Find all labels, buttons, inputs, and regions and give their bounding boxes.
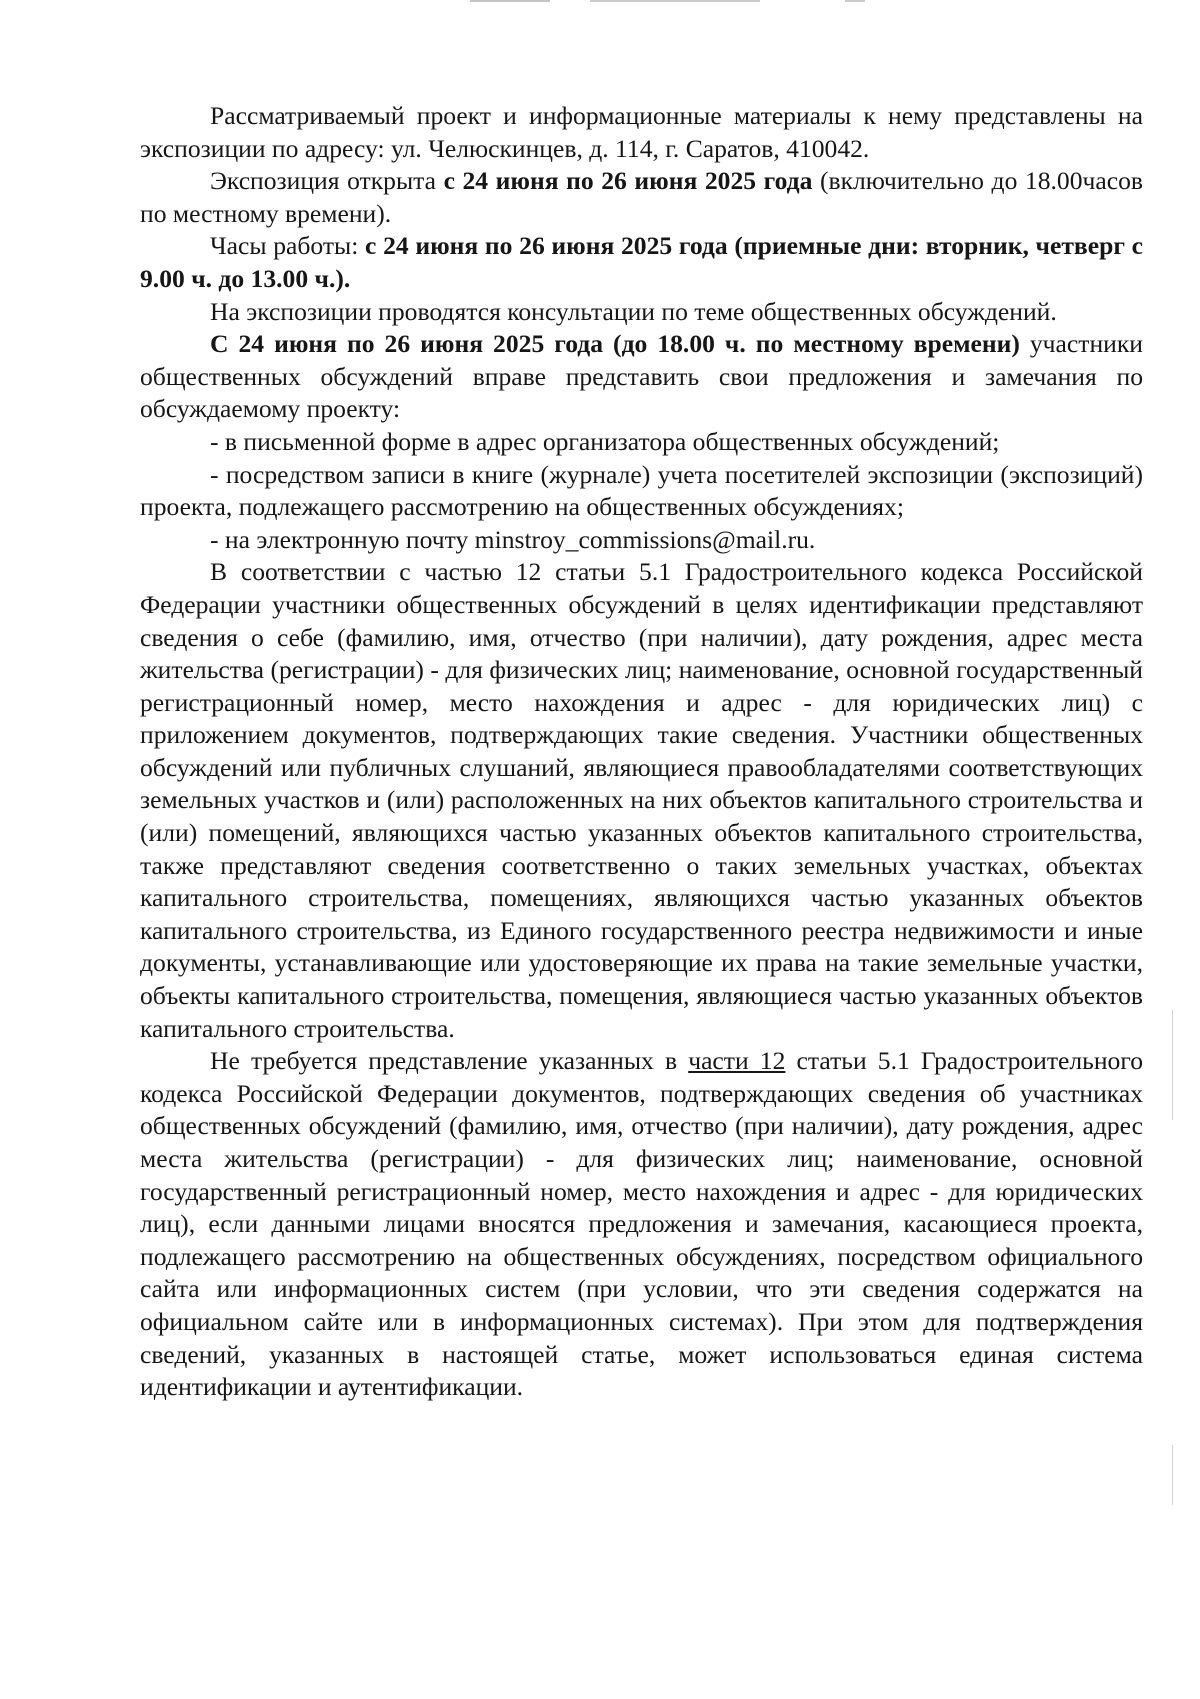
list-item-email: - на электронную почту minstroy_commissions@mail.ru. [210,524,816,554]
paragraph-not-required [140,1045,1143,1404]
paragraph-exposition-dates [140,165,1143,230]
text-span: Экспозиция открыта [210,166,444,196]
scan-mark [845,0,865,2]
list-item-written-form: - в письменной форме в адрес организатора общественных обсуждений; [210,426,1000,456]
bold-hours: с 24 июня по 26 июня 2025 года (приемные дни: вторник, четверг с 9.00 ч. до 13.00 ч.). [140,231,1143,293]
text-span: Не требуется представление указанных в [210,1046,689,1076]
paragraph-exposition-address: Рассматриваемый проект и информационные материалы к нему представлены на экспозиции по адресу: ул. Челюскинцев, д. 114, г. Саратов, 410042. [140,101,1143,163]
text-span: Часы работы: [210,231,366,261]
bold-period: С 24 июня по 26 июня 2025 года (до 18.00 ч. по местному времени) [210,329,1020,359]
paragraph-consultations: На экспозиции проводятся консультации по теме общественных обсуждений. [210,296,1057,326]
scan-mark [590,0,760,2]
text-span: участники общественных обсуждений вправе представить свои предложения и замечания по обсуждаемому проекту: [140,329,1143,424]
scan-mark [1172,1445,1173,1505]
scan-mark [1172,1010,1173,1120]
paragraph-identification: В соответствии с частью 12 статьи 5.1 Градостроительного кодекса Российской Федерации участники общественных обсуждений в целях идентификации представляют сведения о себе (фамилию, имя, отчество (при наличии), дату рождения, адрес места жительства (регистрации) - для физических лиц; наименование, основной государственный регистрационный номер, место нахождения и адрес - для юридических лиц) с приложением документов, подтверждающих такие сведения. Участники общественных обсуждений или публичных слушаний, являющиеся правообладателями соответствующих земельных участков и (или) расположенных на них объектов капитального строительства и (или) помещений, являющихся частью указанных объектов капитального строительства, также представляют сведения соответственно о таких земельных участках, объектах капитального строительства, помещениях, являющихся частью указанных объектов капитального строительства, из Единого государственного реестра недвижимости и иные документы, устанавливающие или удостоверяющие их права на такие земельные участки, объекты капитального строительства, помещения, являющиеся частью указанных объектов капитального строительства. [140,557,1143,1043]
scan-mark [470,0,550,2]
law-part-link[interactable]: части 12 [688,1046,786,1076]
paragraph-proposals-period [140,328,1143,426]
bold-dates: с 24 июня по 26 июня 2025 года [443,166,813,196]
text-span: статьи 5.1 Градостроительного кодекса Российской Федерации документов, подтверждающих сведения об участниках общественных обсуждений (фамилию, имя, отчество (при наличии), дату рождения, адрес места жительства (регистрации) - для физических лиц; наименование, основной государственный регистрационный номер, место нахождения и адрес - для юридических лиц), если данными лицами вносятся предложения и замечания, касающиеся проекта, подлежащего рассмотрению на общественных обсуждениях, посредством официального сайта или информационных систем (при условии, что эти сведения содержатся на официальном сайте или в информационных системах). При этом для подтверждения сведений, указанных в настоящей статье, может использоваться единая система идентификации и аутентификации. [140,1046,1143,1402]
document-body [140,100,1143,1404]
text-span: (включительно до 18.00часов по местному времени). [140,166,1143,228]
paragraph-working-hours [140,230,1143,295]
list-item-visitor-book: - посредством записи в книге (журнале) учета посетителей экспозиции (экспозиций) проекта, подлежащего рассмотрению на общественных обсуждениях; [140,459,1143,522]
